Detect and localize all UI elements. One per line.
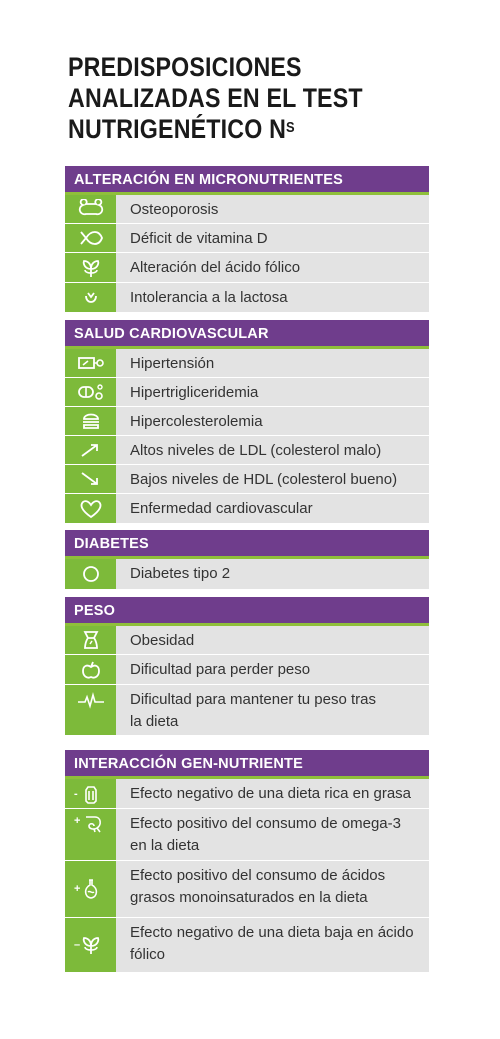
list-item [65, 559, 429, 589]
heart-icon [77, 499, 105, 519]
section-heading: PESO [65, 597, 429, 623]
list-item [65, 407, 429, 436]
item-label: Dificultad para mantener tu peso tras la dieta [130, 691, 376, 730]
list-item [65, 809, 429, 861]
title-line-1: PREDISPOSICIONES [68, 52, 302, 82]
section-heading: ALTERACIÓN EN MICRONUTRIENTES [65, 166, 429, 192]
item-label: Bajos niveles de HDL (colesterol bueno) [130, 471, 398, 488]
lactose-icon [77, 288, 105, 308]
list-item [65, 626, 429, 655]
list-item [65, 685, 429, 735]
negative-sign: - [74, 787, 78, 800]
title-line-2: ANALIZADAS EN EL TEST [68, 83, 363, 113]
fat-icon [77, 784, 105, 804]
list-item [65, 253, 429, 283]
item-label: Osteoporosis [130, 201, 219, 218]
item-label: Obesidad [130, 632, 195, 649]
list-item [65, 436, 429, 465]
shrimp-icon [77, 813, 105, 833]
section-heading: INTERACCIÓN GEN-NUTRIENTE [65, 750, 429, 776]
item-label: Dificultad para perder peso [130, 661, 311, 678]
leaf-icon [77, 258, 105, 278]
item-label: Déficit de vitamina D [130, 230, 268, 247]
oil-bottle-icon [77, 879, 105, 899]
item-label: Efecto positivo del consumo de ácidos grasos monoinsaturados en la dieta [130, 867, 386, 906]
item-label: Hipertrigliceridemia [130, 384, 259, 401]
item-label: Alteración del ácido fólico [130, 259, 301, 276]
list-item [65, 378, 429, 407]
title-line-3: NUTRIGENÉTICO $N^S$ [68, 114, 295, 144]
list-item [65, 655, 429, 685]
item-label: Efecto negativo de una dieta baja en ácido fólico [130, 924, 414, 963]
page-title [68, 52, 412, 145]
leaf-icon [77, 935, 105, 955]
item-label: Intolerancia a la lactosa [130, 289, 288, 306]
list-item [65, 861, 429, 918]
list-item [65, 349, 429, 378]
negative-sign: – [74, 939, 81, 951]
list-item [65, 224, 429, 253]
heartbeat-icon [77, 691, 105, 711]
item-label: Hipercolesterolemia [130, 413, 263, 430]
list-item [65, 918, 429, 972]
list-item [65, 494, 429, 523]
item-label: Altos niveles de LDL (colesterol malo) [130, 442, 382, 459]
section-micronutrients [65, 166, 429, 312]
section-cardiovascular [65, 320, 429, 523]
item-label: Efecto negativo de una dieta rica en grasa [130, 785, 412, 802]
circle-icon [77, 564, 105, 584]
scale-icon [77, 630, 105, 650]
list-item [65, 195, 429, 224]
section-heading: SALUD CARDIOVASCULAR [65, 320, 429, 346]
section-heading: DIABETES [65, 530, 429, 556]
list-item [65, 283, 429, 312]
fish-icon [77, 228, 105, 248]
section-weight [65, 597, 429, 735]
list-item [65, 779, 429, 809]
blood-pressure-icon [77, 353, 105, 373]
positive-sign: + [74, 815, 81, 827]
apple-icon [77, 660, 105, 680]
item-label: Efecto positivo del consumo de omega-3 en la dieta [130, 815, 401, 854]
list-item [65, 465, 429, 494]
arrow-up-icon [77, 440, 105, 460]
section-diabetes [65, 530, 429, 589]
arrow-down-icon [77, 469, 105, 489]
positive-sign: + [74, 883, 81, 895]
title-superscript: S [286, 119, 295, 136]
item-label: Diabetes tipo 2 [130, 565, 231, 582]
item-label: Hipertensión [130, 355, 215, 372]
bone-icon [77, 199, 105, 219]
item-label: Enfermedad cardiovascular [130, 500, 313, 517]
burger-icon [77, 411, 105, 431]
section-gene-nutrient [65, 750, 429, 972]
capsule-icon [77, 382, 105, 402]
